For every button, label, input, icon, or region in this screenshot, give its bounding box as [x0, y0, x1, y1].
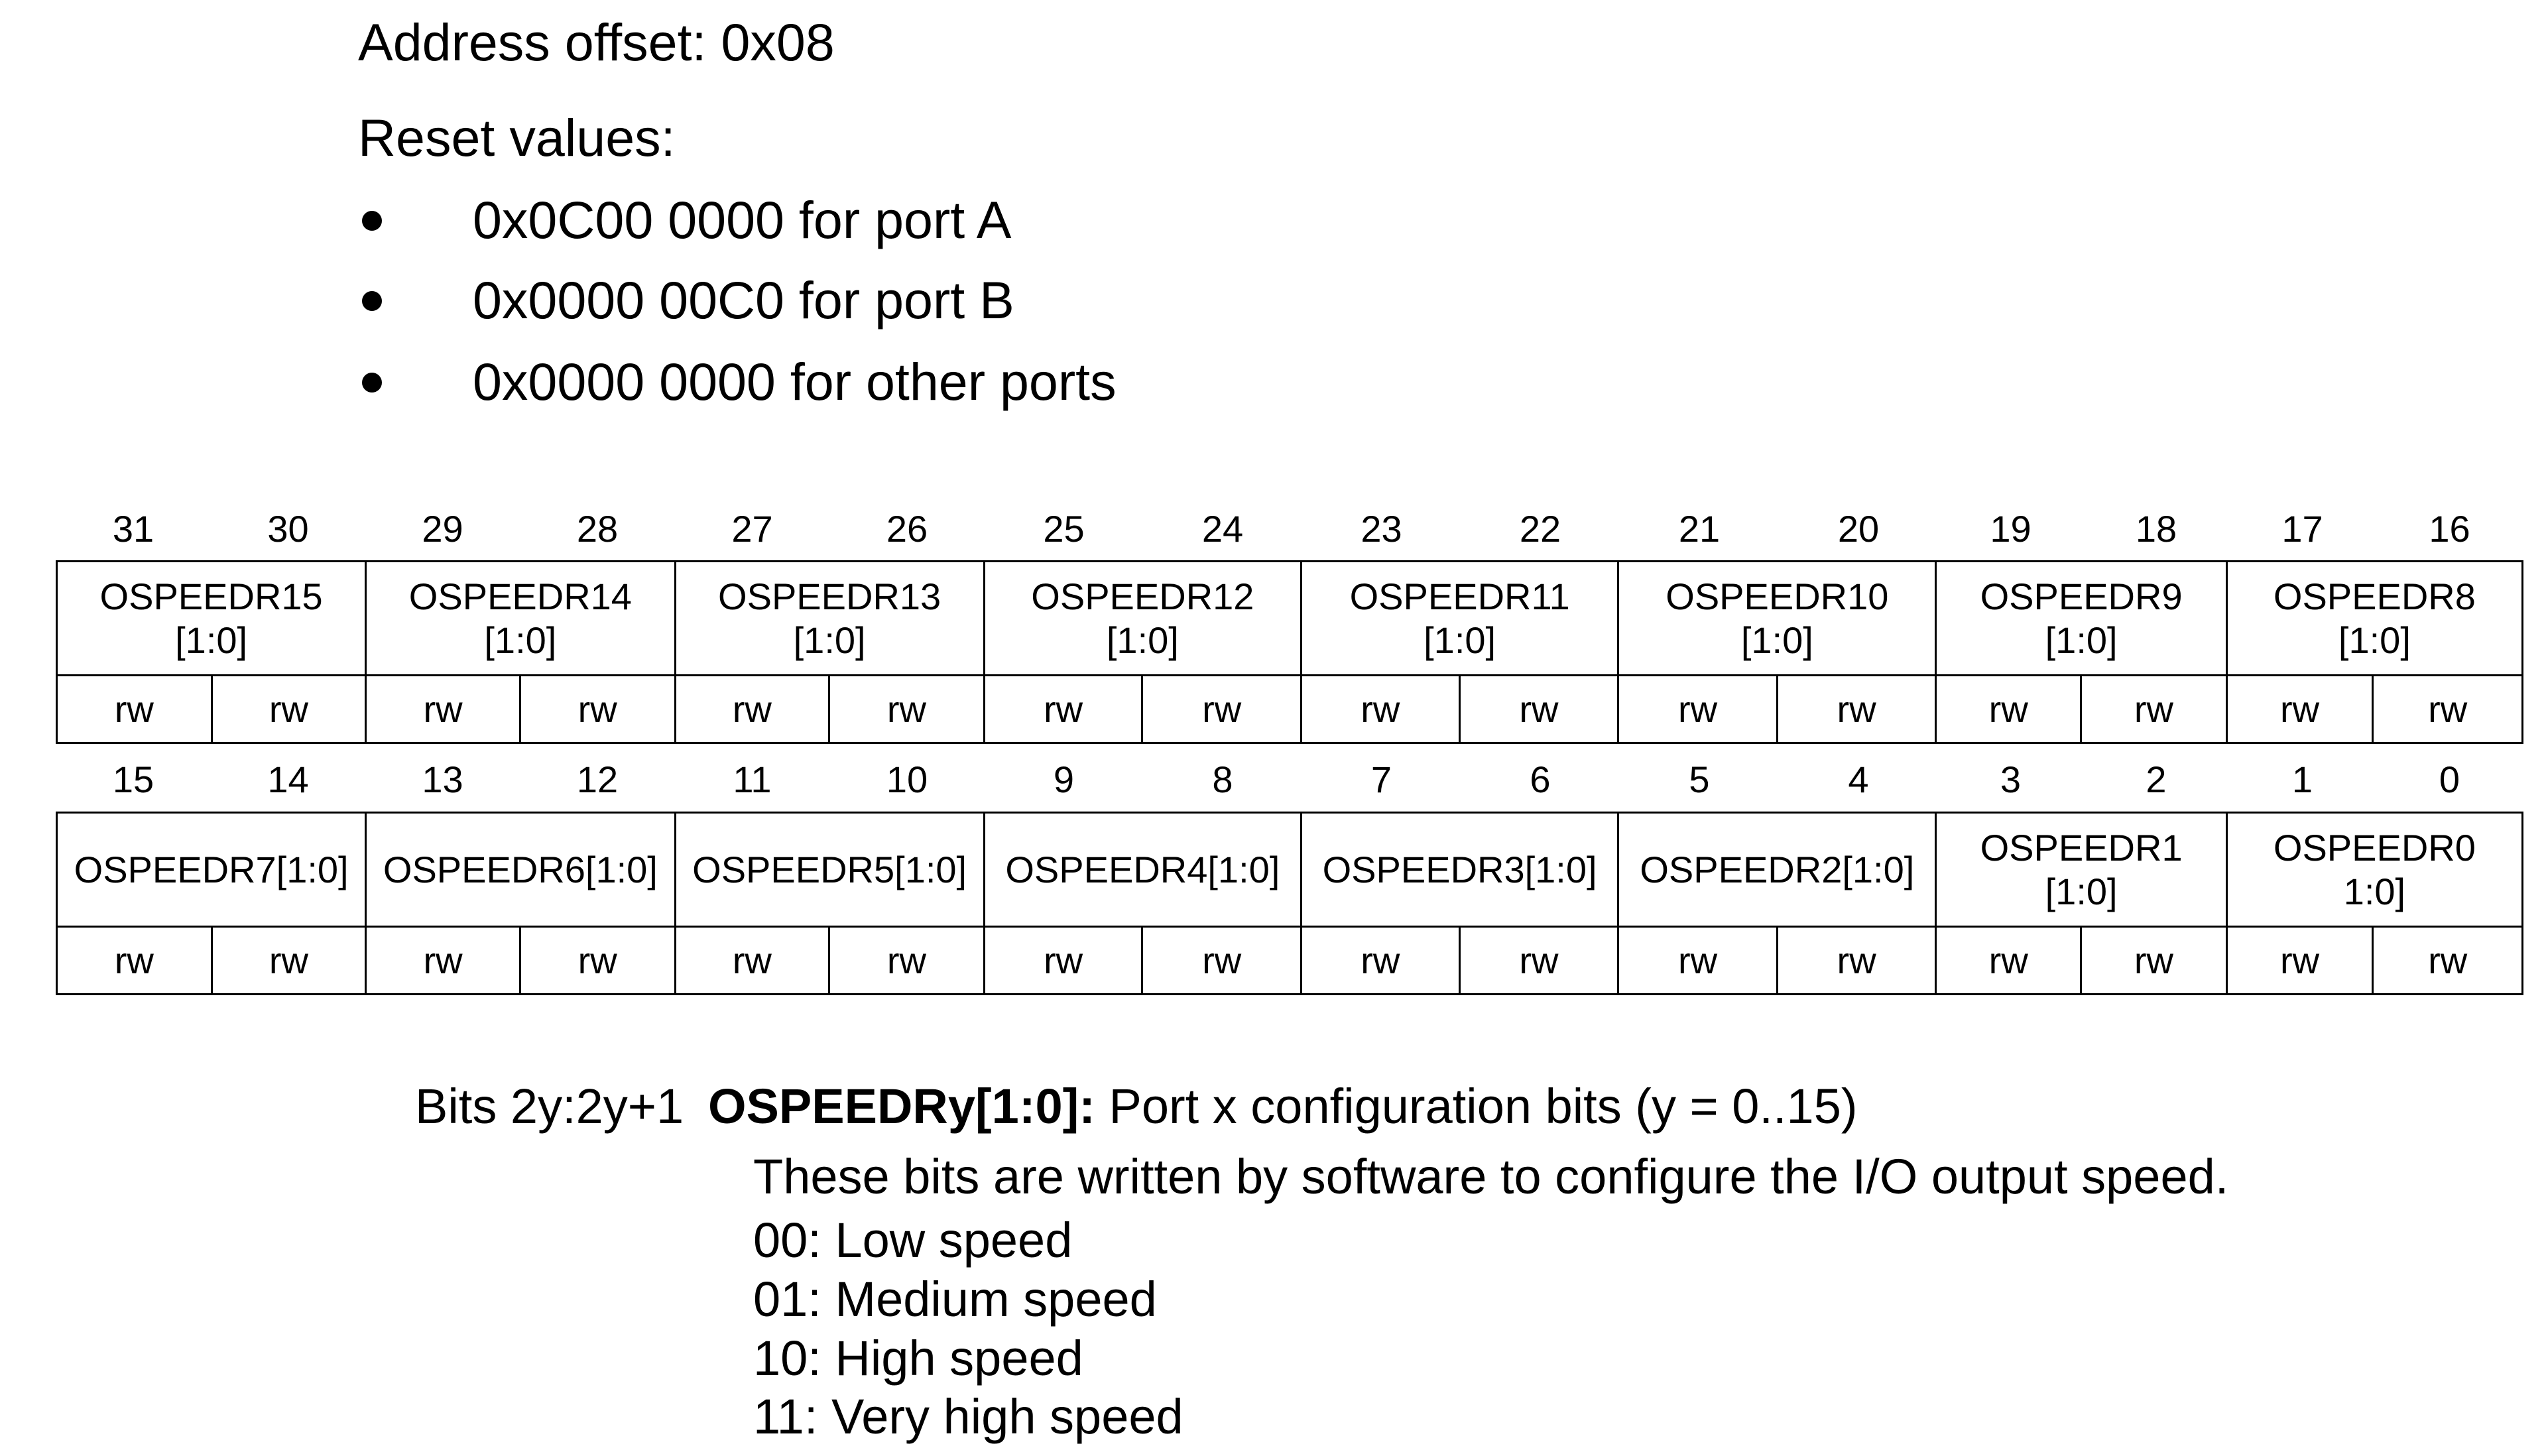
access-type: rw	[1143, 676, 1302, 742]
bit-number: 10	[886, 758, 928, 800]
access-type: rw	[1937, 676, 2082, 742]
bit-number: 7	[1370, 758, 1392, 800]
bit-number: 20	[1837, 508, 1880, 550]
register-field: OSPEEDR12 [1:0]	[985, 562, 1302, 674]
access-type: rw	[2428, 940, 2468, 981]
value-10: 10: High speed	[753, 1331, 1083, 1386]
bit-number: 17	[2281, 508, 2323, 550]
access-type: rw	[521, 676, 676, 742]
access-type: rw	[985, 676, 1144, 742]
bit-number: 19	[1990, 508, 2031, 550]
access-type: rw	[521, 928, 676, 993]
bit-number: 26	[886, 508, 928, 550]
access-type: rw	[985, 928, 1144, 993]
reset-values-label: Reset values:	[358, 108, 676, 167]
register-field: OSPEEDR4[1:0]	[985, 814, 1302, 926]
access-type: rw	[1778, 676, 1937, 742]
bit-number: 5	[1689, 758, 1710, 800]
bit-number: 11	[733, 758, 772, 800]
bit-number: 21	[1678, 508, 1721, 550]
value-11: 11: Very high speed	[753, 1389, 1183, 1444]
access-type: rw	[1778, 928, 1937, 993]
bit-number: 31	[112, 508, 154, 550]
bit-number: 30	[267, 508, 309, 550]
access-type: rw	[2228, 928, 2374, 993]
access-type: rw	[58, 676, 213, 742]
reset-value-port-a: 0x0C00 0000 for port A	[473, 190, 1012, 249]
value-01: 01: Medium speed	[753, 1272, 1157, 1327]
bit-number: 18	[2135, 508, 2177, 550]
bit-number: 9	[1053, 758, 1075, 800]
register-lower-half	[56, 812, 2523, 995]
address-offset: Address offset: 0x08	[358, 13, 835, 72]
bits-label: Bits 2y:2y+1	[415, 1079, 684, 1134]
register-field: OSPEEDR13 [1:0]	[676, 562, 985, 674]
access-type: rw	[676, 676, 831, 742]
bit-number: 24	[1201, 508, 1244, 550]
access-type: rw	[213, 928, 367, 993]
bit-number: 29	[422, 508, 463, 550]
register-field: OSPEEDR10 [1:0]	[1619, 562, 1937, 674]
bit-number: 4	[1848, 758, 1869, 800]
field-title: Port x configuration bits (y = 0..15)	[1095, 1079, 1858, 1134]
field-heading	[708, 1079, 1858, 1134]
access-type: rw	[1461, 676, 1620, 742]
bit-number: 13	[422, 758, 463, 800]
bit-number: 2	[2146, 758, 2167, 800]
bit-number: 1	[2291, 758, 2313, 800]
bit-number: 25	[1043, 508, 1085, 550]
access-type: rw	[58, 928, 213, 993]
bit-number: 22	[1519, 508, 1561, 550]
bit-number: 3	[2000, 758, 2022, 800]
register-field: OSPEEDR5[1:0]	[676, 814, 985, 926]
bullet-dot-icon	[362, 291, 382, 311]
reset-value-port-b: 0x0000 00C0 for port B	[473, 271, 1014, 330]
access-type: rw	[1302, 676, 1461, 742]
bit-number: 12	[576, 758, 619, 800]
register-field: OSPEEDR6[1:0]	[367, 814, 676, 926]
field-summary: These bits are written by software to configure the I/O output speed.	[753, 1149, 2229, 1204]
access-type: rw	[1619, 676, 1778, 742]
register-field: OSPEEDR11 [1:0]	[1302, 562, 1619, 674]
access-type: rw	[1619, 928, 1778, 993]
register-field: OSPEEDR9 [1:0]	[1937, 562, 2227, 674]
access-type: rw	[1937, 928, 2082, 993]
bit-number: 27	[731, 508, 773, 550]
bit-number: 23	[1361, 508, 1402, 550]
register-field: OSPEEDR2[1:0]	[1619, 814, 1937, 926]
access-type: rw	[1461, 928, 1620, 993]
register-field: OSPEEDR7[1:0]	[58, 814, 367, 926]
bit-number: 28	[576, 508, 619, 550]
register-field: OSPEEDR0 1:0]	[2273, 826, 2476, 912]
access-type: rw	[1143, 928, 1302, 993]
bit-number: 16	[2429, 508, 2470, 550]
bit-number: 0	[2439, 758, 2460, 800]
access-type: rw	[2228, 676, 2374, 742]
access-type: rw	[2082, 676, 2228, 742]
access-type: rw	[2428, 688, 2468, 730]
access-type: rw	[367, 928, 521, 993]
register-field: OSPEEDR1 [1:0]	[1937, 814, 2227, 926]
bullet-dot-icon	[362, 373, 382, 393]
access-type: rw	[1302, 928, 1461, 993]
access-type: rw	[213, 676, 367, 742]
register-field: OSPEEDR8 [1:0]	[2273, 575, 2476, 661]
access-type: rw	[676, 928, 831, 993]
register-field: OSPEEDR3[1:0]	[1302, 814, 1619, 926]
bullet-dot-icon	[362, 211, 382, 231]
value-00: 00: Low speed	[753, 1213, 1073, 1268]
register-field: OSPEEDR14 [1:0]	[367, 562, 676, 674]
register-upper-half	[56, 560, 2523, 744]
bit-number: 6	[1530, 758, 1551, 800]
reset-value-other-ports: 0x0000 0000 for other ports	[473, 352, 1117, 411]
access-type: rw	[830, 676, 985, 742]
access-type: rw	[367, 676, 521, 742]
access-type: rw	[2082, 928, 2228, 993]
bit-number: 8	[1212, 758, 1233, 800]
register-field: OSPEEDR15 [1:0]	[58, 562, 367, 674]
field-name: OSPEEDRy[1:0]:	[708, 1079, 1095, 1134]
bit-number: 14	[267, 758, 309, 800]
access-type: rw	[830, 928, 985, 993]
bit-number: 15	[112, 758, 154, 800]
